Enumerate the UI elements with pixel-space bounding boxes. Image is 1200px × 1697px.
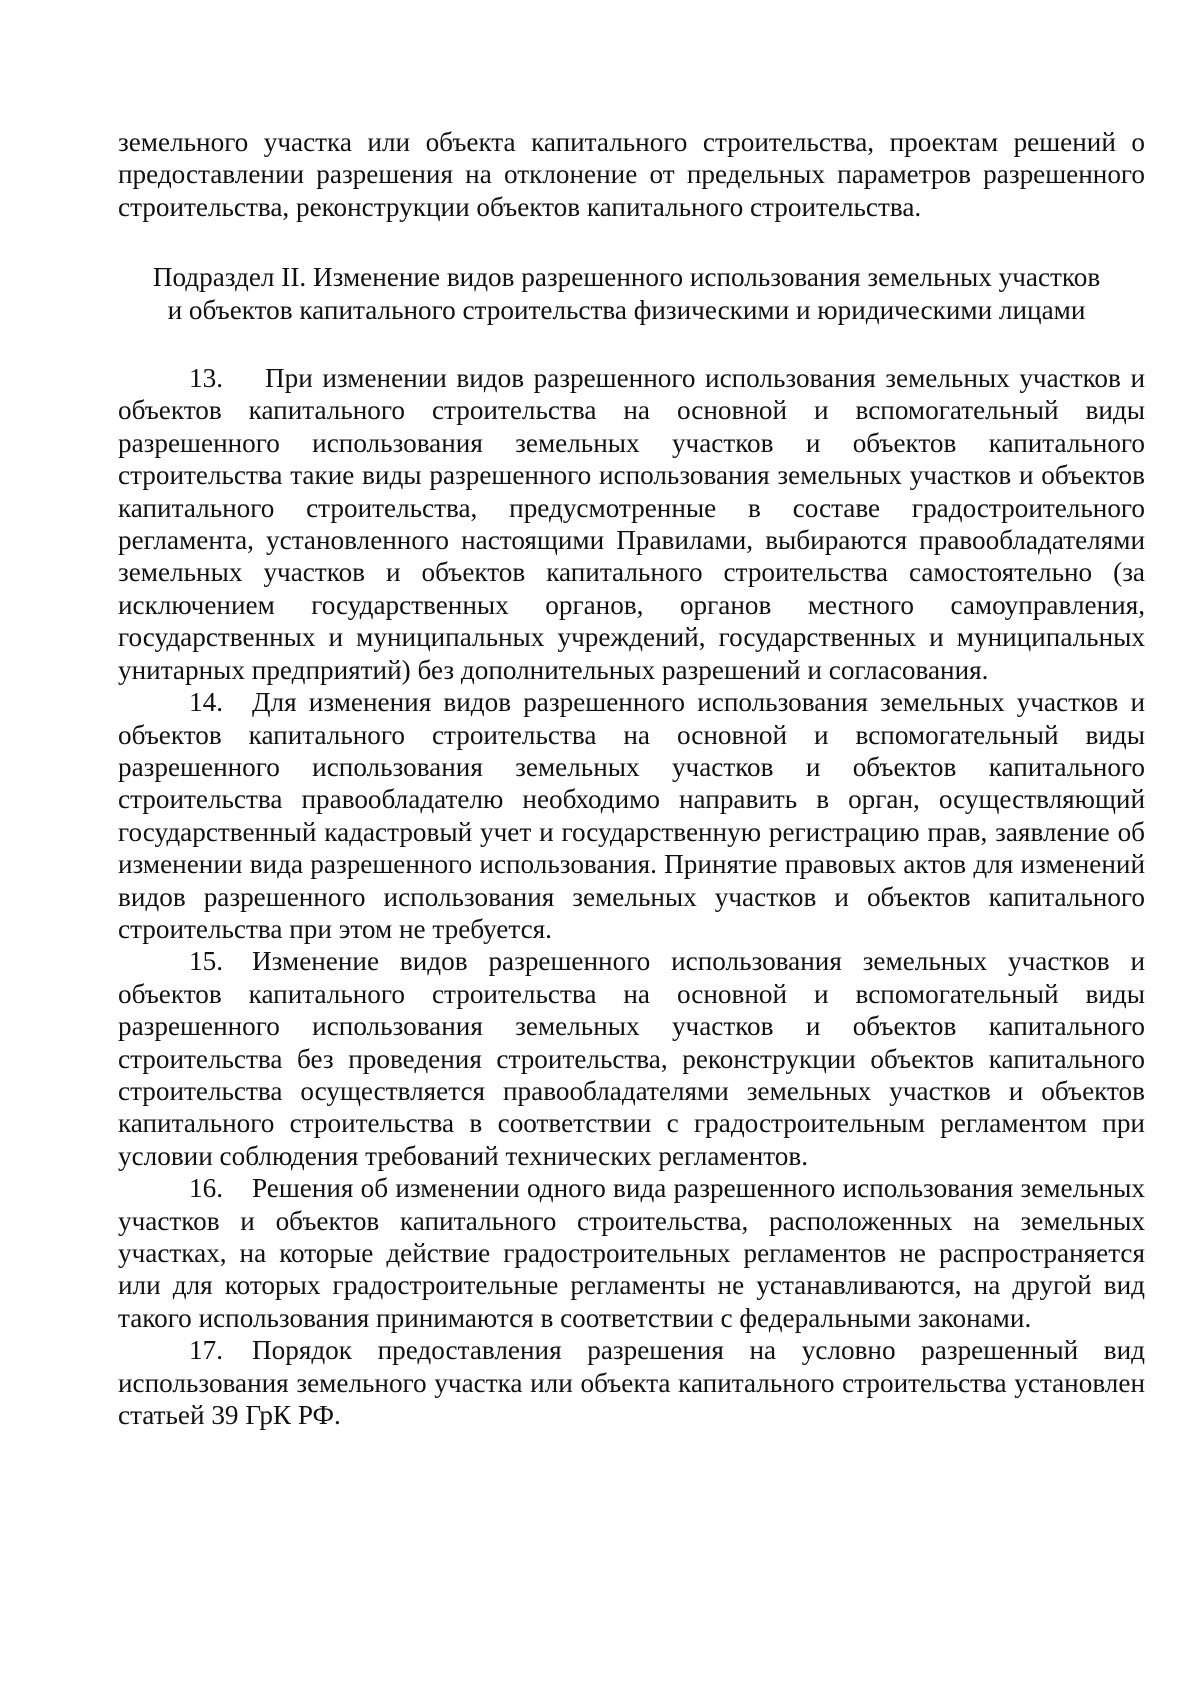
clause-text: Порядок предоставления разрешения на условно разрешенный вид использования земельного участка или объекта капитального строительства установлен статьей 39 ГрК РФ. bbox=[118, 1335, 1145, 1431]
clause-number: 14. bbox=[189, 687, 223, 718]
intro-paragraph: земельного участка или объекта капитального строительства, проектам решений о предоставлении разрешения на отклонение от предельных параметров разрешенного строительства, реконструкции объектов капитального строительства. bbox=[118, 127, 1145, 222]
clause-number: 17. bbox=[189, 1335, 223, 1366]
clause-number: 13. bbox=[189, 363, 223, 394]
clause-16 bbox=[118, 1172, 1145, 1334]
clause-list bbox=[118, 362, 1145, 1431]
clause-number: 15. bbox=[189, 946, 223, 977]
clause-text: При изменении видов разрешенного использования земельных участков и объектов капитального строительства на основной и вспомогательный виды разрешенного использования земельных участков и объектов капитального строительства такие виды разрешенного использования земельных участков и объектов капитального строительства, предусмотренные в составе градостроительного регламента, установленного настоящими Правилами, выбираются правообладателями земельных участков и объектов капитального строительства самостоятельно (за исключением государственных органов, органов местного самоуправления, государственных и муниципальных учреждений, государственных и муниципальных унитарных предприятий) без дополнительных разрешений и согласования. bbox=[118, 363, 1145, 685]
clause-15 bbox=[118, 945, 1145, 1172]
document-page bbox=[118, 126, 1145, 1431]
clause-text: Решения об изменении одного вида разрешенного использования земельных участков и объектов капитального строительства, расположенных на земельных участках, на которые действие градостроительных регламентов не распространяется или для которых градостроительные регламенты не устанавливаются, на другой вид такого использования принимаются в соответствии с федеральными законами. bbox=[118, 1173, 1145, 1333]
clause-text: Для изменения видов разрешенного использования земельных участков и объектов капитального строительства на основной и вспомогательный виды разрешенного использования земельных участков и объектов капитального строительства правообладателю необходимо направить в орган, осуществляющий государственный кадастровый учет и государственную регистрацию прав, заявление об изменении вида разрешенного использования. Принятие правовых актов для изменений видов разрешенного использования земельных участков и объектов капитального строительства при этом не требуется. bbox=[118, 687, 1145, 944]
clause-17 bbox=[118, 1334, 1145, 1431]
clause-13 bbox=[118, 362, 1145, 686]
clause-14 bbox=[118, 686, 1145, 945]
clause-text: Изменение видов разрешенного использования земельных участков и объектов капитального строительства на основной и вспомогательный виды разрешенного использования земельных участков и объектов капитального строительства без проведения строительства, реконструкции объектов капитального строительства осуществляется правообладателями земельных участков и объектов капитального строительства в соответствии с градостроительным регламентом при условии соблюдения требований технических регламентов. bbox=[118, 946, 1145, 1171]
clause-number: 16. bbox=[189, 1173, 223, 1204]
subsection-heading: Подраздел II. Изменение видов разрешенного использования земельных участков и объектов капитального строительства физическими и юридическими лицами bbox=[152, 262, 1101, 325]
